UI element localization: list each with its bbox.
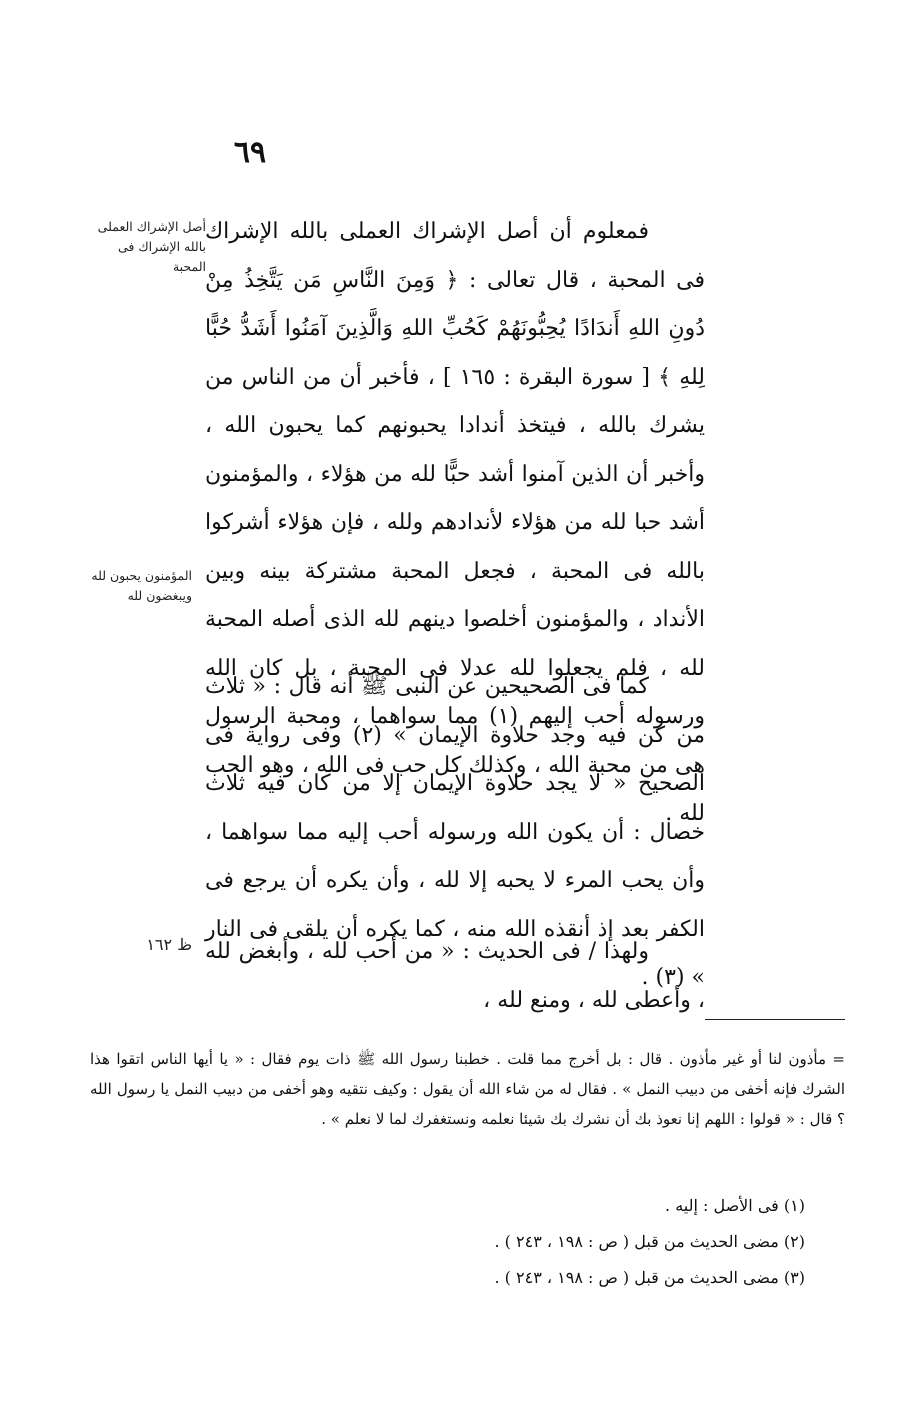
margin-note-1: أصل الإشراك العملى بالله الإشراك فى المحبة xyxy=(97,219,206,274)
paragraph-1: فمعلوم أن أصل الإشراك العملى بالله الإشراك فى المحبة ، قال تعالى : ﴿ وَمِنَ النَّاسِ مَن يَتَّخِذُ مِنْ دُونِ اللهِ أَندَادًا يُحِبُّونَهُمْ كَحُبِّ اللهِ وَالَّذِينَ آمَنُوا أَشَدُّ حُبًّا لِلهِ ﴾ [ سورة البقرة : ١٦٥ ] ، فأخبر أن من الناس من يشرك بالله ، فيتخذ أندادا يحبونهم كما يحبون الله ، وأخبر أن الذين آمنوا أشد حبًّا لله من هؤلاء ، والمؤمنون أشد حبا لله من هؤلاء لأندادهم ولله ، فإن هؤلاء أشركوا بالله فى المحبة ، فجعل المحبة مشتركة بينه وبين الأنداد ، والمؤمنون أخلصوا دينهم لله الذى أصله المحبة لله ، فلم يجعلوا لله عدلا فى المحبة ، بل كان الله ورسوله أحب إليهم (١) مما سواهما ، ومحبة الرسول هى من محبة الله ، وكذلك كل حب فى الله ، وهو الحب لله . xyxy=(205,219,705,826)
footnote-2: (٢) مضى الحديث من قبل ( ص : ١٩٨ ، ٢٤٣ ) . xyxy=(494,1232,805,1251)
paragraph-3: ولهذا / فى الحديث : « من أحب لله ، وأبغض لله ، وأعطى لله ، ومنع لله ، xyxy=(205,939,705,1013)
footnote-continuation: = مأذون لنا أو غير مأذون . قال : بل أخرج مما قلت . خطبنا رسول الله ﷺ ذات يوم فقال : « يا أيها الناس اتقوا هذا الشرك فإنه أخفى من دبيب النمل » . فقال له من شاء الله أن يقول : وكيف نتقيه وهو أخفى من دبيب النمل يا رسول الله ؟ قال : « قولوا : اللهم إنا نعوذ بك أن نشرك بك شيئا نعلمه ونستغفرك لما لا نعلم » . xyxy=(90,1050,845,1128)
footnote-divider xyxy=(705,1019,845,1020)
folio-marker: ظ ١٦٢ xyxy=(146,935,192,954)
footnote-continuation-block xyxy=(90,1044,845,1134)
footnote-1: (١) فى الأصل : إليه . xyxy=(665,1196,805,1215)
paragraph-2: كما فى الصحيحين عن النبى ﷺ أنه قال : « ثلاث من كن فيه وجد حلاوة الإيمان » (٢) وفى رواية فى الصحيح « لا يجد حلاوة الإيمان إلا من كان فيه ثلاث خصال : أن يكون الله ورسوله أحب إليه مما سواهما ، وأن يحب المرء لا يحبه إلا لله ، وأن يكره أن يرجع فى الكفر بعد إذ أنقذه الله منه ، كما يكره أن يلقى فى النار » (٣) . xyxy=(205,674,705,990)
margin-note-2: المؤمنون يحبون لله ويبغضون لله xyxy=(91,568,192,603)
paragraph-3-block xyxy=(205,928,705,1025)
footnote-list xyxy=(90,1188,845,1296)
page-number: ٦٩ xyxy=(233,135,267,170)
footnote-3: (٣) مضى الحديث من قبل ( ص : ١٩٨ ، ٢٤٣ ) . xyxy=(494,1268,805,1287)
